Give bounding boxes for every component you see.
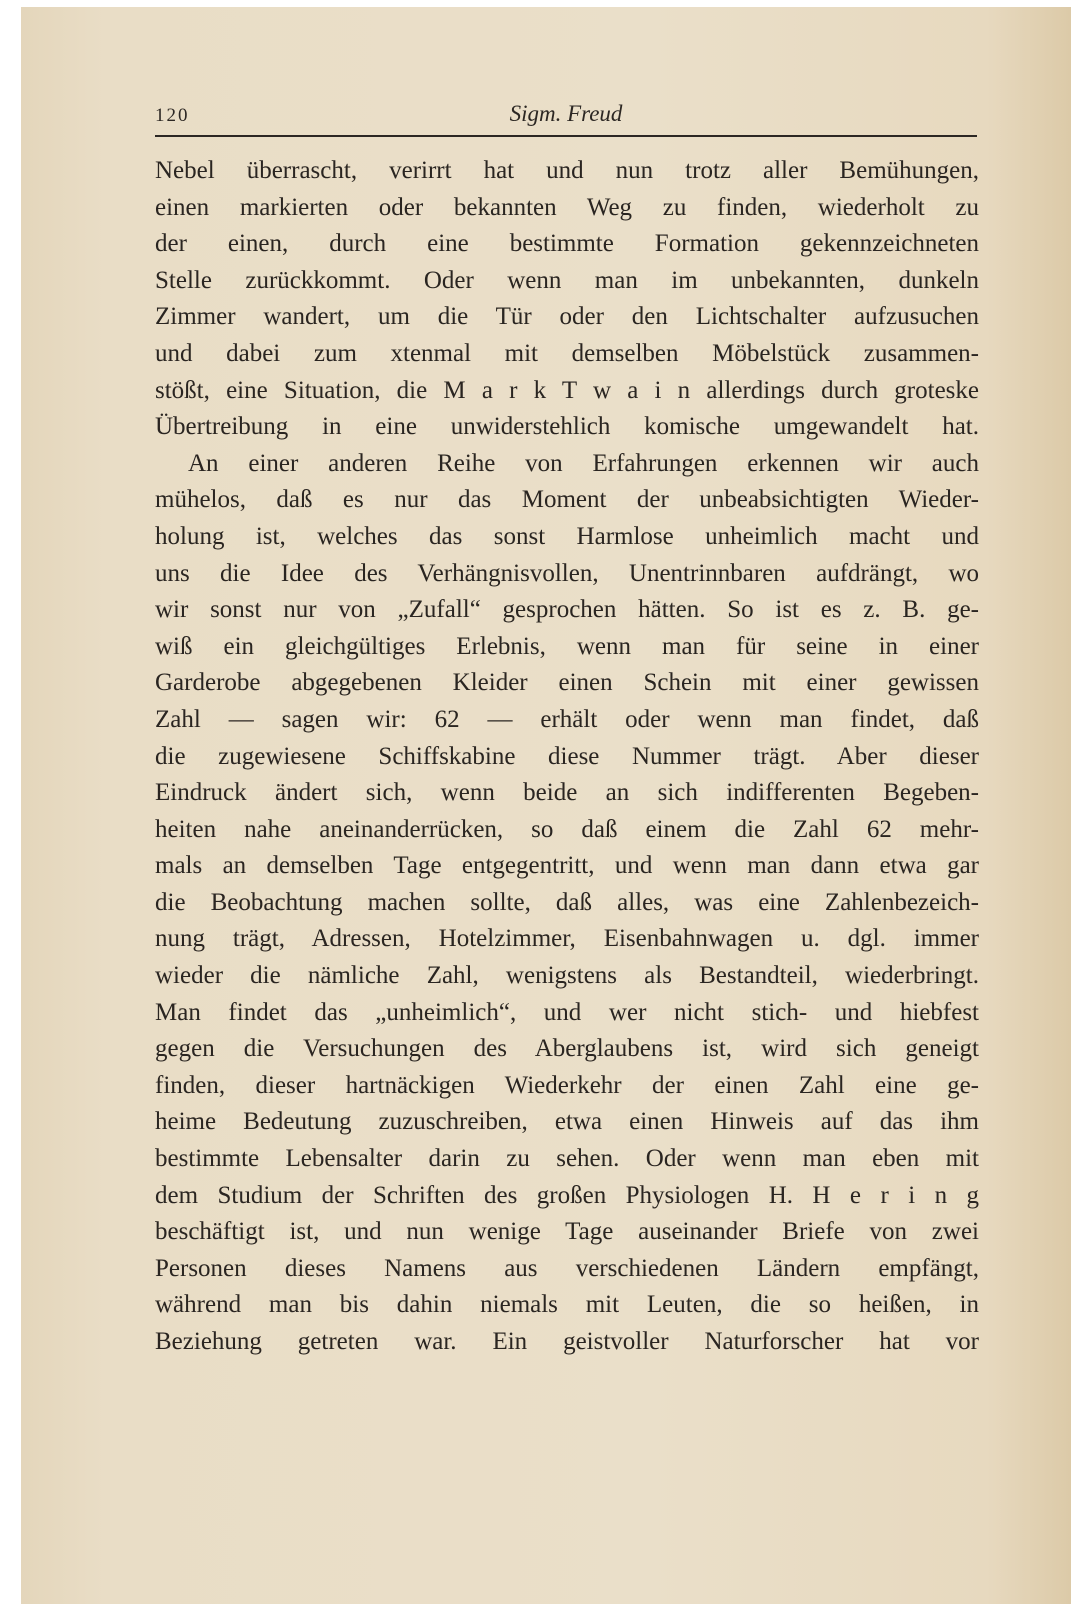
- text-line: Man findet das „unheimlich“, und wer nicht stich- und hiebfest: [155, 998, 979, 1026]
- text-line: Stelle zurückkommt. Oder wenn man im unbekannten, dunkeln: [155, 266, 979, 294]
- text-line: heime Bedeutung zuzuschreiben, etwa einen Hinweis auf das ihm: [155, 1108, 979, 1136]
- page-header: [155, 99, 977, 137]
- text-line: Nebel überrascht, verirrt hat und nun trotz aller Bemühungen,: [155, 157, 979, 184]
- text-line: nung trägt, Adressen, Hotelzimmer, Eisenbahnwagen u. dgl. immer: [155, 925, 979, 953]
- text-line: Eindruck ändert sich, wenn beide an sich indifferenten Begeben-: [155, 779, 979, 807]
- text-line: mals an demselben Tage entgegentritt, und wenn man dann etwa gar: [155, 852, 979, 880]
- text-line: An einer anderen Reihe von Erfahrungen erkennen wir auch: [188, 449, 979, 477]
- text-line: wieder die nämliche Zahl, wenigstens als Bestandteil, wiederbringt.: [155, 962, 979, 990]
- text-line: der einen, durch eine bestimmte Formation gekennzeichneten: [155, 230, 979, 258]
- text-line: Beziehung getreten war. Ein geistvoller Naturforscher hat vor: [155, 1328, 979, 1355]
- text-line: bestimmte Lebensalter darin zu sehen. Oder wenn man eben mit: [155, 1145, 979, 1173]
- text-line: finden, dieser hartnäckigen Wiederkehr der einen Zahl eine ge-: [155, 1071, 979, 1099]
- text-line: wir sonst nur von „Zufall“ gesprochen hätten. So ist es z. B. ge-: [155, 596, 979, 624]
- text-line: die zugewiesene Schiffskabine diese Nummer trägt. Aber dieser: [155, 742, 979, 770]
- text-line: heiten nahe aneinanderrücken, so daß einem die Zahl 62 mehr-: [155, 815, 979, 843]
- body-text: [155, 153, 979, 1361]
- text-line: und dabei zum xtenmal mit demselben Möbelstück zusammen-: [155, 339, 979, 367]
- text-line: gegen die Versuchungen des Aberglaubens ist, wird sich geneigt: [155, 1035, 979, 1063]
- text-line: Personen dieses Namens aus verschiedenen Ländern empfängt,: [155, 1254, 979, 1282]
- text-line: uns die Idee des Verhängnisvollen, Unentrinnbaren aufdrängt, wo: [155, 559, 979, 587]
- text-line: einen markierten oder bekannten Weg zu finden, wiederholt zu: [155, 193, 979, 221]
- page-number: 120: [155, 105, 190, 126]
- text-line: dem Studium der Schriften des großen Physiologen H. H e r i n g: [155, 1181, 979, 1209]
- text-line: Zahl — sagen wir: 62 — erhält oder wenn man findet, daß: [155, 705, 979, 733]
- text-line: wiß ein gleichgültiges Erlebnis, wenn man für seine in einer: [155, 632, 979, 660]
- text-line: holung ist, welches das sonst Harmlose unheimlich macht und: [155, 522, 979, 550]
- text-line: während man bis dahin niemals mit Leuten, die so heißen, in: [155, 1291, 979, 1319]
- text-line: stößt, eine Situation, die M a r k T w a i n allerdings durch groteske: [155, 376, 979, 404]
- text-line: mühelos, daß es nur das Moment der unbeabsichtigten Wieder-: [155, 486, 979, 514]
- text-line: Übertreibung in eine unwiderstehlich komische umgewandelt hat.: [155, 413, 979, 441]
- text-line: beschäftigt ist, und nun wenige Tage auseinander Briefe von zwei: [155, 1218, 979, 1246]
- text-line: Garderobe abgegebenen Kleider einen Schein mit einer gewissen: [155, 669, 979, 697]
- text-line: Zimmer wandert, um die Tür oder den Lichtschalter aufzusuchen: [155, 303, 979, 331]
- running-title: Sigm. Freud: [509, 101, 623, 126]
- text-line: die Beobachtung machen sollte, daß alles, was eine Zahlenbezeich-: [155, 888, 979, 916]
- book-page: [21, 7, 1071, 1604]
